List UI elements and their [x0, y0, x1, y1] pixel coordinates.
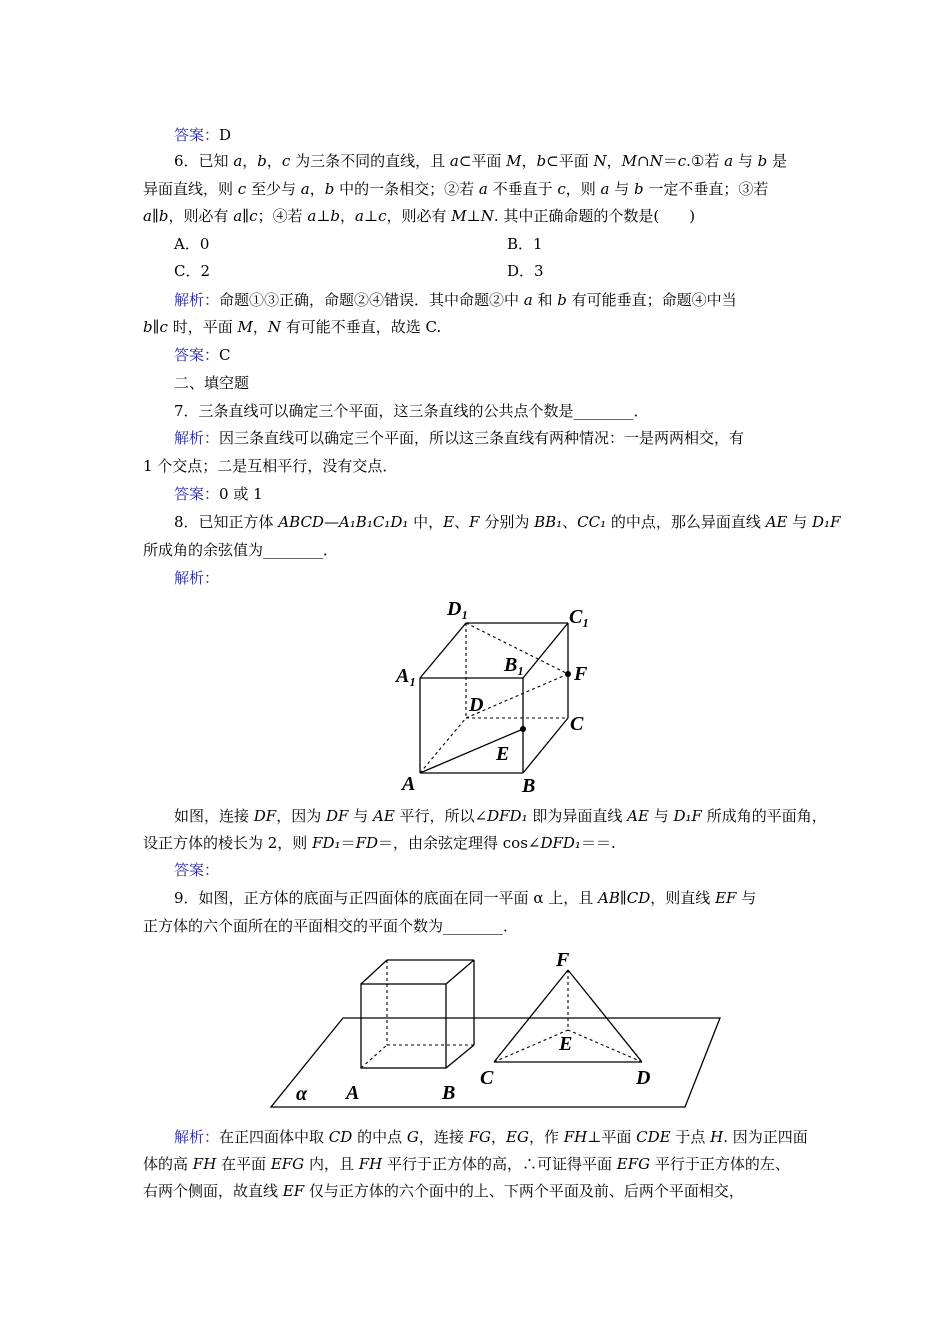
q7-analysis-line2: 1 个交点；二是互相平行，没有交点．	[143, 457, 398, 475]
q8-answer-line	[174, 860, 219, 880]
answer-label: 答案：	[174, 126, 220, 144]
q6-option-b: B．1	[507, 235, 543, 253]
label-a: A	[402, 773, 416, 795]
label-d: D	[636, 1067, 651, 1089]
label-c1: C₁	[569, 606, 590, 628]
q6-line2: 异面直线，则 c 至少与 a，b 中的一条相交；②若 a 不垂直于 c，则 a 与 b 一定不垂直；③若	[143, 180, 769, 198]
q6-option-d: D．3	[507, 262, 544, 280]
answer-label: 答案：	[174, 346, 220, 364]
cube-front-face	[361, 984, 446, 1068]
label-e: E	[559, 1033, 573, 1055]
q9-analysis-line3: 右两个侧面，故直线 EF 仅与正方体的六个面中的上、下两个平面及前、后两个平面相交，	[143, 1182, 744, 1200]
segment-de	[568, 1030, 642, 1062]
q5-answer-line	[174, 125, 231, 145]
edge-cf	[494, 970, 568, 1062]
label-b1: B₁	[504, 654, 525, 676]
q6-option-a: A．0	[174, 235, 210, 253]
q6-answer: C	[219, 346, 231, 364]
label-d1: D₁	[447, 598, 469, 620]
label-d: D	[469, 694, 484, 716]
label-b: B	[442, 1082, 456, 1104]
answer-label: 答案：	[174, 861, 220, 879]
q9-line1: 9．如图，正方体的底面与正四面体的底面在同一平面 α 上，且 AB∥CD，则直线 EF 与	[174, 889, 757, 907]
label-c: C	[480, 1067, 494, 1089]
label-c: C	[570, 713, 584, 735]
hidden-edge-a-d	[420, 718, 466, 773]
label-a1: A₁	[396, 665, 417, 687]
q6-analysis-line1: 解析：命题①③正确，命题②④错误．其中命题②中 a 和 b 有可能垂直；命题④中当	[174, 291, 737, 309]
analysis-label: 解析：	[174, 429, 220, 447]
q8-explanation-line2: 设正方体的棱长为 2，则 FD₁＝FD＝，由余弦定理得 cos∠DFD₁＝＝.	[143, 834, 616, 852]
q6-line3: a∥b，则必有 a∥c；④若 a⊥b，a⊥c，则必有 M⊥N. 其中正确命题的个数是( )	[143, 207, 696, 225]
point-e	[520, 726, 526, 732]
q6-option-c: C．2	[174, 262, 211, 280]
q9-analysis-line2: 体的高 FH 在平面 EFG 内，且 FH 平行于正方体的高，∴可证得平面 EFG 平行于正方体的左、	[143, 1155, 790, 1173]
q9-analysis-line1: 解析：在正四面体中取 CD 的中点 G，连接 FG，EG，作 FH⊥平面 CDE 于点 H. 因为正四面	[174, 1128, 808, 1146]
label-e: E	[496, 743, 510, 765]
q7-answer-line	[174, 484, 263, 504]
q7-question: 7．三条直线可以确定三个平面，这三条直线的公共点个数是________．	[174, 402, 649, 420]
label-f: F	[574, 663, 588, 685]
edge-b1-c1	[523, 623, 568, 678]
plane-figure	[260, 945, 730, 1115]
q5-answer: D	[219, 126, 232, 144]
segment-ce	[494, 1030, 568, 1062]
point-f	[565, 671, 571, 677]
analysis-label: 解析：	[174, 569, 220, 587]
analysis-label: 解析：	[174, 291, 220, 309]
analysis-label: 解析：	[174, 1128, 220, 1146]
edge-a1-d1	[420, 623, 466, 678]
q7-analysis-line1: 解析：因三条直线可以确定三个平面，所以这三条直线有两种情况：一是两两相交，有	[174, 429, 745, 447]
cube-figure	[390, 595, 610, 805]
q8-line2: 所成角的余弦值为________．	[143, 541, 339, 559]
edge-b-c	[523, 718, 568, 773]
label-f: F	[556, 949, 570, 971]
label-alpha: α	[296, 1083, 308, 1105]
label-a: A	[346, 1082, 360, 1104]
answer-label: 答案：	[174, 485, 220, 503]
q7-answer: 0 或 1	[219, 485, 263, 503]
q6-line1: 6．已知 a，b，c 为三条不同的直线，且 a⊂平面 M，b⊂平面 N，M∩N＝c.①若 a 与 b 是	[174, 152, 787, 170]
label-b: B	[522, 775, 536, 797]
section-title: 二、填空题	[174, 374, 250, 392]
edge-fd	[568, 970, 642, 1062]
q6-answer-line	[174, 345, 231, 365]
q8-line1: 8．已知正方体 ABCD—A₁B₁C₁D₁ 中，E、F 分别为 BB₁、CC₁ 的中点，那么异面直线 AE 与 D₁F	[174, 513, 841, 531]
q6-analysis-line2: b∥c 时，平面 M，N 有可能不垂直，故选 C.	[143, 318, 442, 336]
q9-line2: 正方体的六个面所在的平面相交的平面个数为________．	[143, 917, 519, 935]
q8-explanation-line1: 如图，连接 DF，因为 DF 与 AE 平行，所以∠DFD₁ 即为异面直线 AE 与 D₁F 所成角的平面角，	[174, 807, 827, 825]
q8-analysis-label	[174, 568, 219, 588]
